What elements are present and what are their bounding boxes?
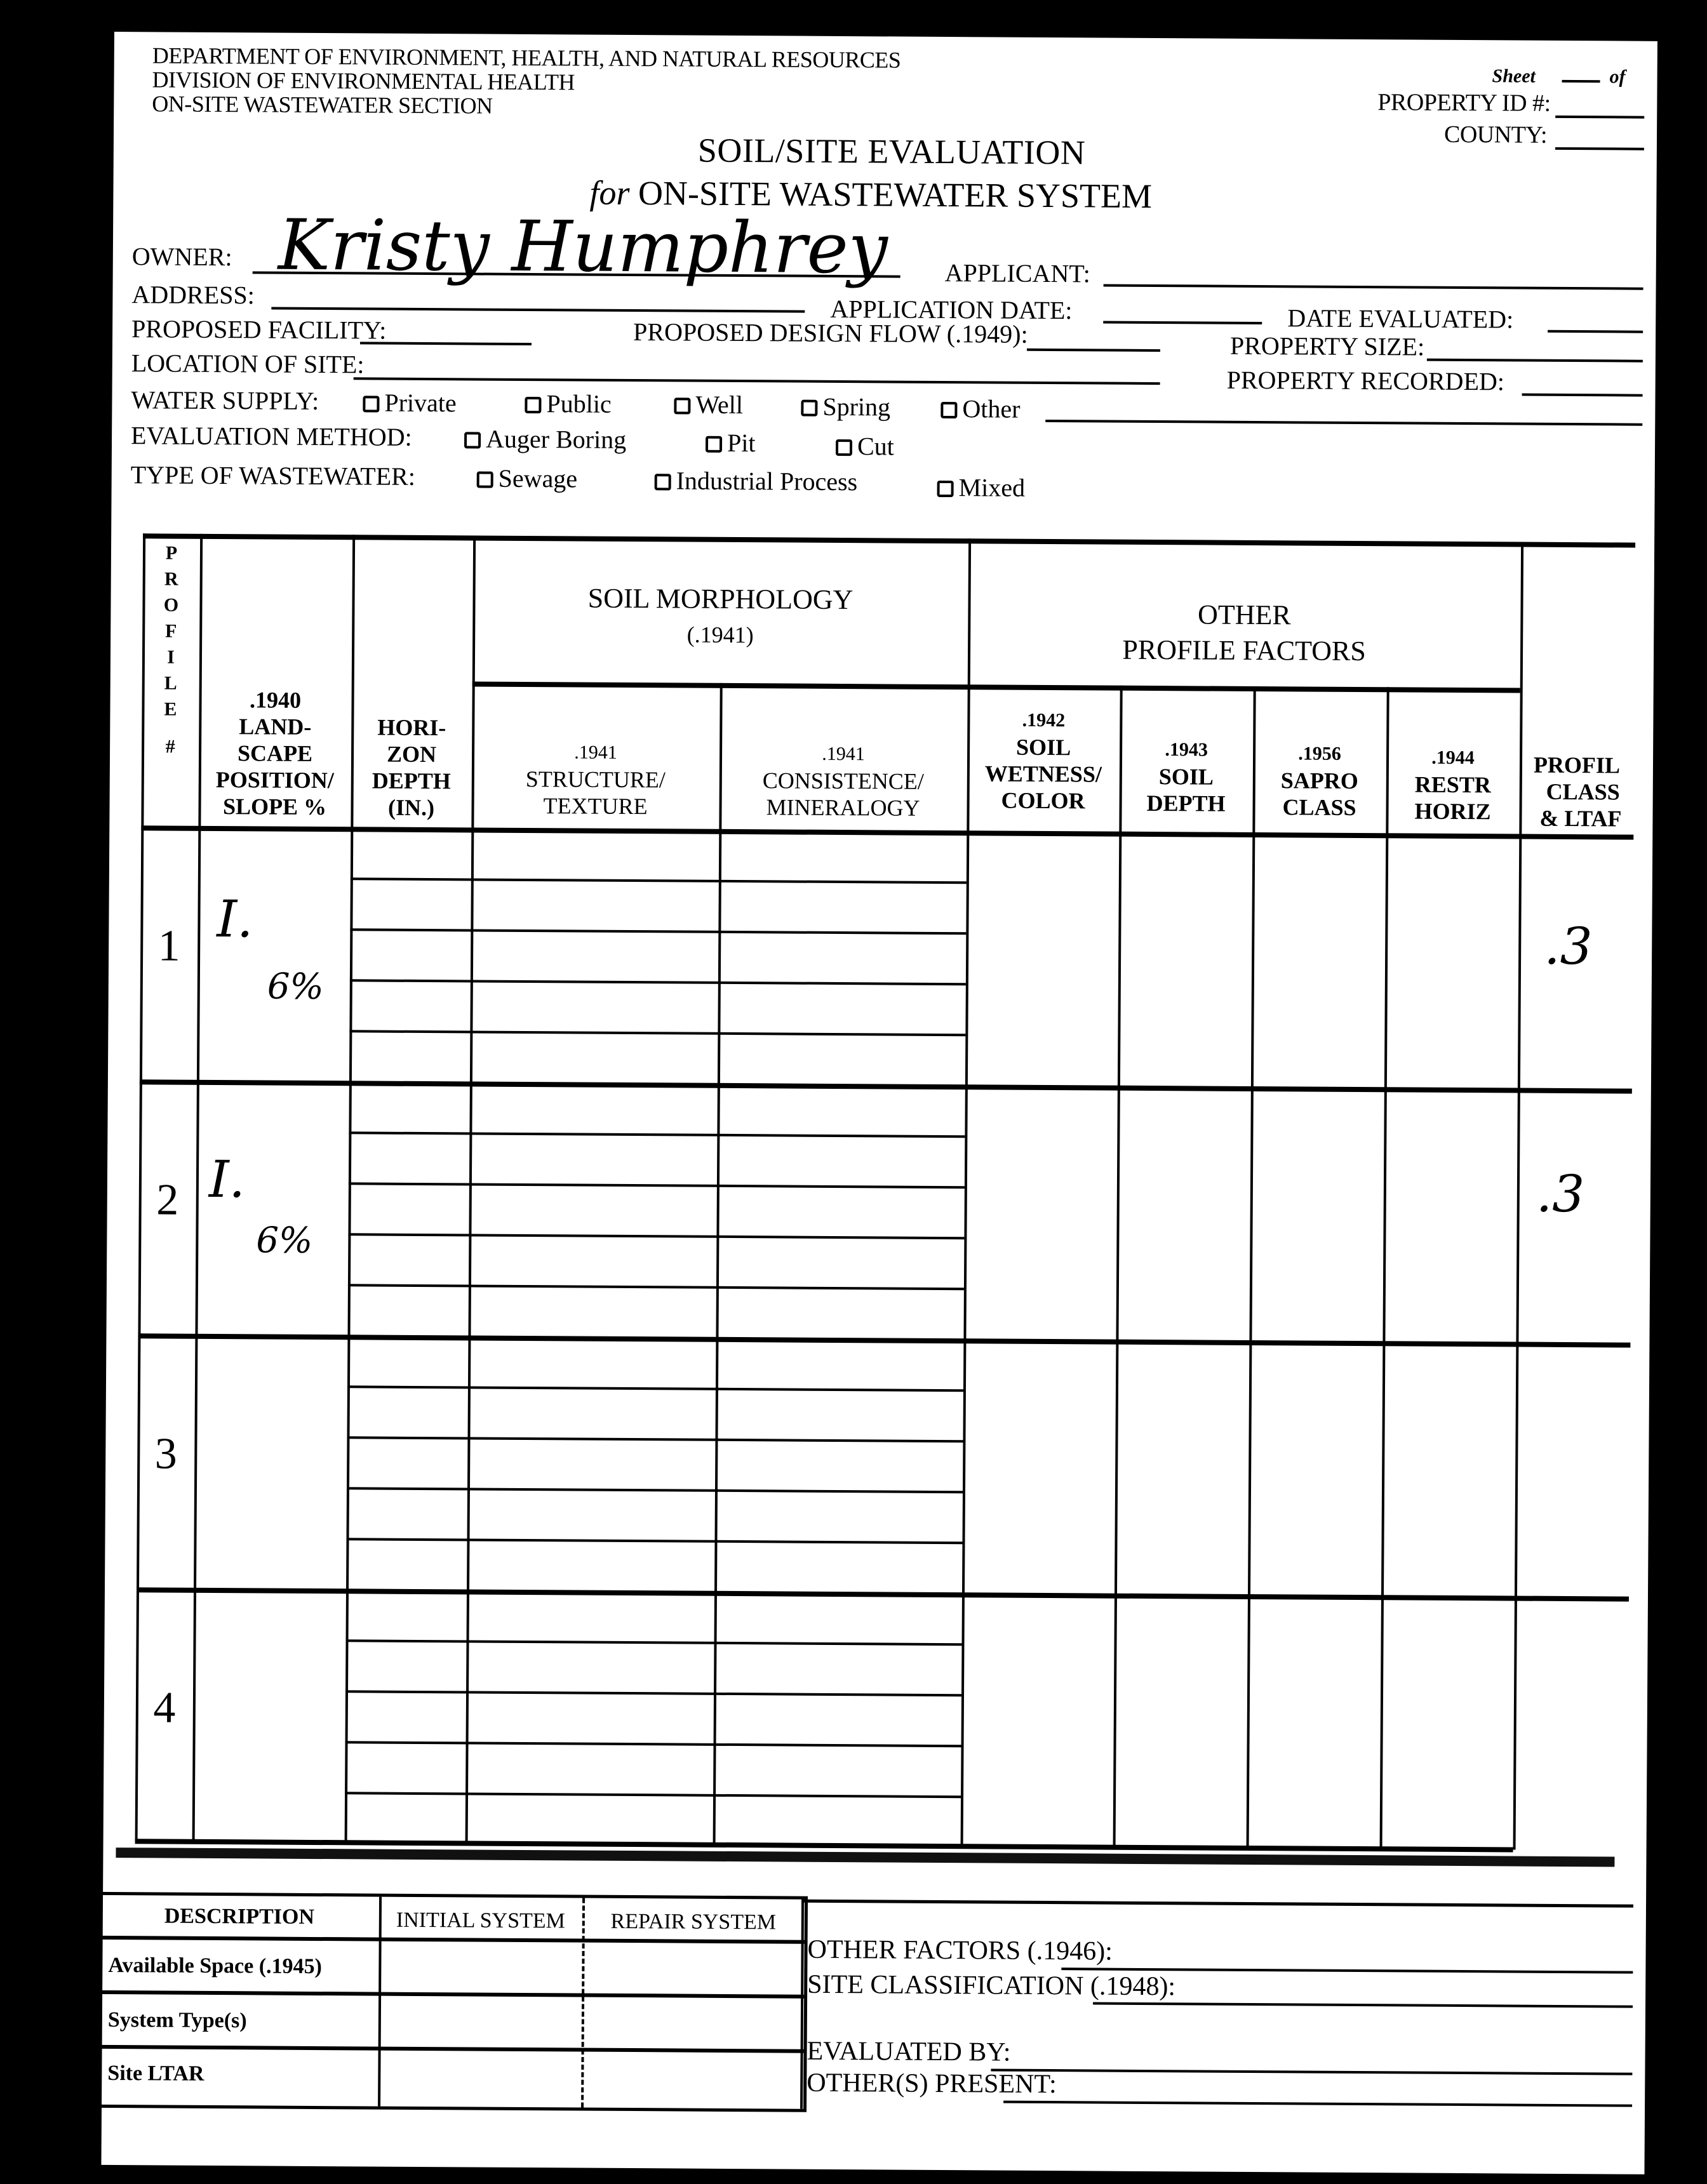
- site-classification-label: SITE CLASSIFICATION (.1948):: [807, 1969, 1176, 2002]
- checkbox-icon[interactable]: [464, 432, 481, 448]
- sapro-class-header: .1956 SAPRO CLASS: [1280, 743, 1358, 820]
- checkbox-icon[interactable]: [706, 436, 722, 453]
- property-size-label: PROPERTY SIZE:: [1229, 331, 1425, 361]
- evaluation-method-pit[interactable]: Pit: [706, 428, 756, 458]
- site-ltar-initial[interactable]: [381, 2051, 578, 2103]
- checkbox-icon[interactable]: [801, 400, 817, 416]
- soil-profile-table: [135, 533, 1636, 1850]
- profile-class-header: PROFIL CLASS & LTAF: [1533, 752, 1622, 832]
- evaluation-method-auger[interactable]: Auger Boring: [464, 423, 626, 455]
- initial-system-header: INITIAL SYSTEM: [396, 1908, 565, 1933]
- property-recorded-label: PROPERTY RECORDED:: [1226, 365, 1505, 396]
- profile-row-2-slope: 6%: [256, 1220, 313, 1262]
- sheet-number-field[interactable]: [1562, 80, 1600, 83]
- water-supply-spring[interactable]: Spring: [801, 392, 890, 422]
- wastewater-sewage[interactable]: Sewage: [477, 463, 578, 493]
- profile-row-1-class: .3: [1543, 916, 1593, 976]
- structure-texture-header: .1941 STRUCTURE/ TEXTURE: [525, 742, 666, 820]
- evaluation-form-page: [101, 32, 1657, 2174]
- profile-row-2-number: 2: [156, 1175, 179, 1225]
- others-present-label: OTHER(S) PRESENT:: [807, 2068, 1057, 2100]
- sheet-label: Sheet: [1492, 65, 1536, 87]
- evaluation-method-label: EVALUATION METHOD:: [130, 421, 412, 451]
- of-label: of: [1609, 66, 1626, 88]
- water-supply-public[interactable]: Public: [525, 389, 612, 419]
- location-field[interactable]: [354, 377, 1160, 385]
- consistence-mineralogy-header: .1941 CONSISTENCE/ MINERALOGY: [762, 743, 924, 821]
- profile-row-2-landscape: I.: [208, 1149, 246, 1209]
- system-type-initial[interactable]: [382, 1996, 579, 2046]
- applicant-label: APPLICANT:: [944, 258, 1090, 288]
- owner-label: OWNER:: [131, 242, 232, 272]
- property-id-field[interactable]: [1555, 116, 1644, 119]
- water-supply-other[interactable]: Other: [941, 394, 1020, 424]
- checkbox-icon[interactable]: [477, 471, 493, 488]
- evaluated-by-label: EVALUATED BY:: [807, 2036, 1011, 2067]
- profile-row-1-slope: 6%: [267, 966, 324, 1008]
- available-space-initial[interactable]: [382, 1941, 579, 1991]
- evaluation-method-cut[interactable]: Cut: [836, 431, 894, 462]
- property-size-field[interactable]: [1427, 359, 1643, 363]
- checkbox-icon[interactable]: [655, 474, 671, 490]
- design-flow-label: PROPOSED DESIGN FLOW (.1949):: [633, 317, 1028, 349]
- address-field[interactable]: [271, 307, 805, 313]
- water-supply-private[interactable]: Private: [363, 387, 457, 418]
- applicant-field[interactable]: [1104, 284, 1643, 290]
- site-ltar-label: Site LTAR: [107, 2061, 204, 2086]
- others-present-field[interactable]: [1003, 2101, 1632, 2107]
- landscape-position-header: .1940 LAND- SCAPE POSITION/ SLOPE %: [215, 687, 334, 820]
- repair-system-header: REPAIR SYSTEM: [610, 1909, 777, 1934]
- profile-row-4-number: 4: [153, 1683, 176, 1733]
- location-label: LOCATION OF SITE:: [131, 349, 365, 379]
- application-date-label: APPLICATION DATE:: [830, 294, 1073, 325]
- profile-row-1-number: 1: [157, 921, 180, 971]
- proposed-facility-field[interactable]: [360, 342, 532, 345]
- checkbox-icon[interactable]: [363, 396, 379, 412]
- wastewater-industrial[interactable]: Industrial Process: [655, 465, 858, 496]
- date-evaluated-label: DATE EVALUATED:: [1287, 303, 1514, 334]
- available-space-repair[interactable]: [585, 1943, 801, 1992]
- property-recorded-field[interactable]: [1522, 394, 1643, 397]
- form-title: SOIL/SITE EVALUATION: [697, 131, 1086, 172]
- site-ltar-repair[interactable]: [584, 2052, 800, 2104]
- design-flow-field[interactable]: [1027, 349, 1160, 352]
- date-evaluated-field[interactable]: [1548, 330, 1643, 333]
- description-header: DESCRIPTION: [164, 1904, 315, 1929]
- form-subtitle-prefix: for: [589, 173, 630, 212]
- owner-value: Kristy Humphrey: [278, 204, 888, 290]
- proposed-facility-label: PROPOSED FACILITY:: [131, 314, 387, 345]
- soil-morphology-header: SOIL MORPHOLOGY (.1941): [587, 582, 854, 648]
- checkbox-icon[interactable]: [941, 402, 957, 418]
- wastewater-mixed[interactable]: Mixed: [937, 472, 1025, 503]
- profile-row-1-landscape: I.: [217, 889, 253, 949]
- profile-number-header: P R O F I L E #: [163, 542, 179, 757]
- address-label: ADDRESS:: [131, 280, 255, 310]
- checkbox-icon[interactable]: [525, 397, 541, 413]
- form-subtitle-text: ON-SITE WASTEWATER SYSTEM: [638, 174, 1153, 215]
- evaluated-by-field[interactable]: [991, 2068, 1632, 2075]
- system-type-repair[interactable]: [585, 1997, 801, 2047]
- other-factors-label: OTHER FACTORS (.1946):: [807, 1934, 1113, 1966]
- property-id-label: PROPERTY ID #:: [1377, 89, 1551, 117]
- division-name: DIVISION OF ENVIRONMENTAL HEALTH: [152, 67, 575, 95]
- application-date-field[interactable]: [1103, 321, 1262, 325]
- county-field[interactable]: [1555, 147, 1644, 150]
- department-name: DEPARTMENT OF ENVIRONMENT, HEALTH, AND NATURAL RESOURCES: [152, 43, 901, 73]
- water-supply-label: WATER SUPPLY:: [131, 385, 319, 415]
- checkbox-icon[interactable]: [937, 481, 954, 497]
- section-name: ON-SITE WASTEWATER SECTION: [152, 91, 493, 119]
- water-supply-other-field[interactable]: [1045, 420, 1642, 426]
- checkbox-icon[interactable]: [836, 439, 852, 456]
- soil-depth-header: .1943 SOIL DEPTH: [1146, 739, 1226, 816]
- profile-row-3-number: 3: [154, 1429, 178, 1479]
- checkbox-icon[interactable]: [674, 397, 690, 414]
- other-profile-factors-header: OTHER PROFILE FACTORS: [1122, 599, 1366, 667]
- available-space-label: Available Space (.1945): [108, 1953, 323, 1979]
- soil-wetness-header: .1942 SOIL WETNESS/ COLOR: [984, 709, 1102, 814]
- restr-horiz-header: .1944 RESTR HORIZ: [1414, 747, 1491, 825]
- county-label: COUNTY:: [1443, 121, 1548, 149]
- wastewater-type-label: TYPE OF WASTEWATER:: [130, 460, 416, 491]
- profile-row-2-class: .3: [1536, 1164, 1585, 1224]
- system-summary-table: [95, 1892, 808, 2112]
- horizon-depth-header: HORI- ZON DEPTH (IN.): [372, 714, 451, 821]
- system-types-label: System Type(s): [107, 2008, 247, 2033]
- water-supply-well[interactable]: Well: [674, 389, 743, 420]
- site-classification-field[interactable]: [1093, 2002, 1633, 2008]
